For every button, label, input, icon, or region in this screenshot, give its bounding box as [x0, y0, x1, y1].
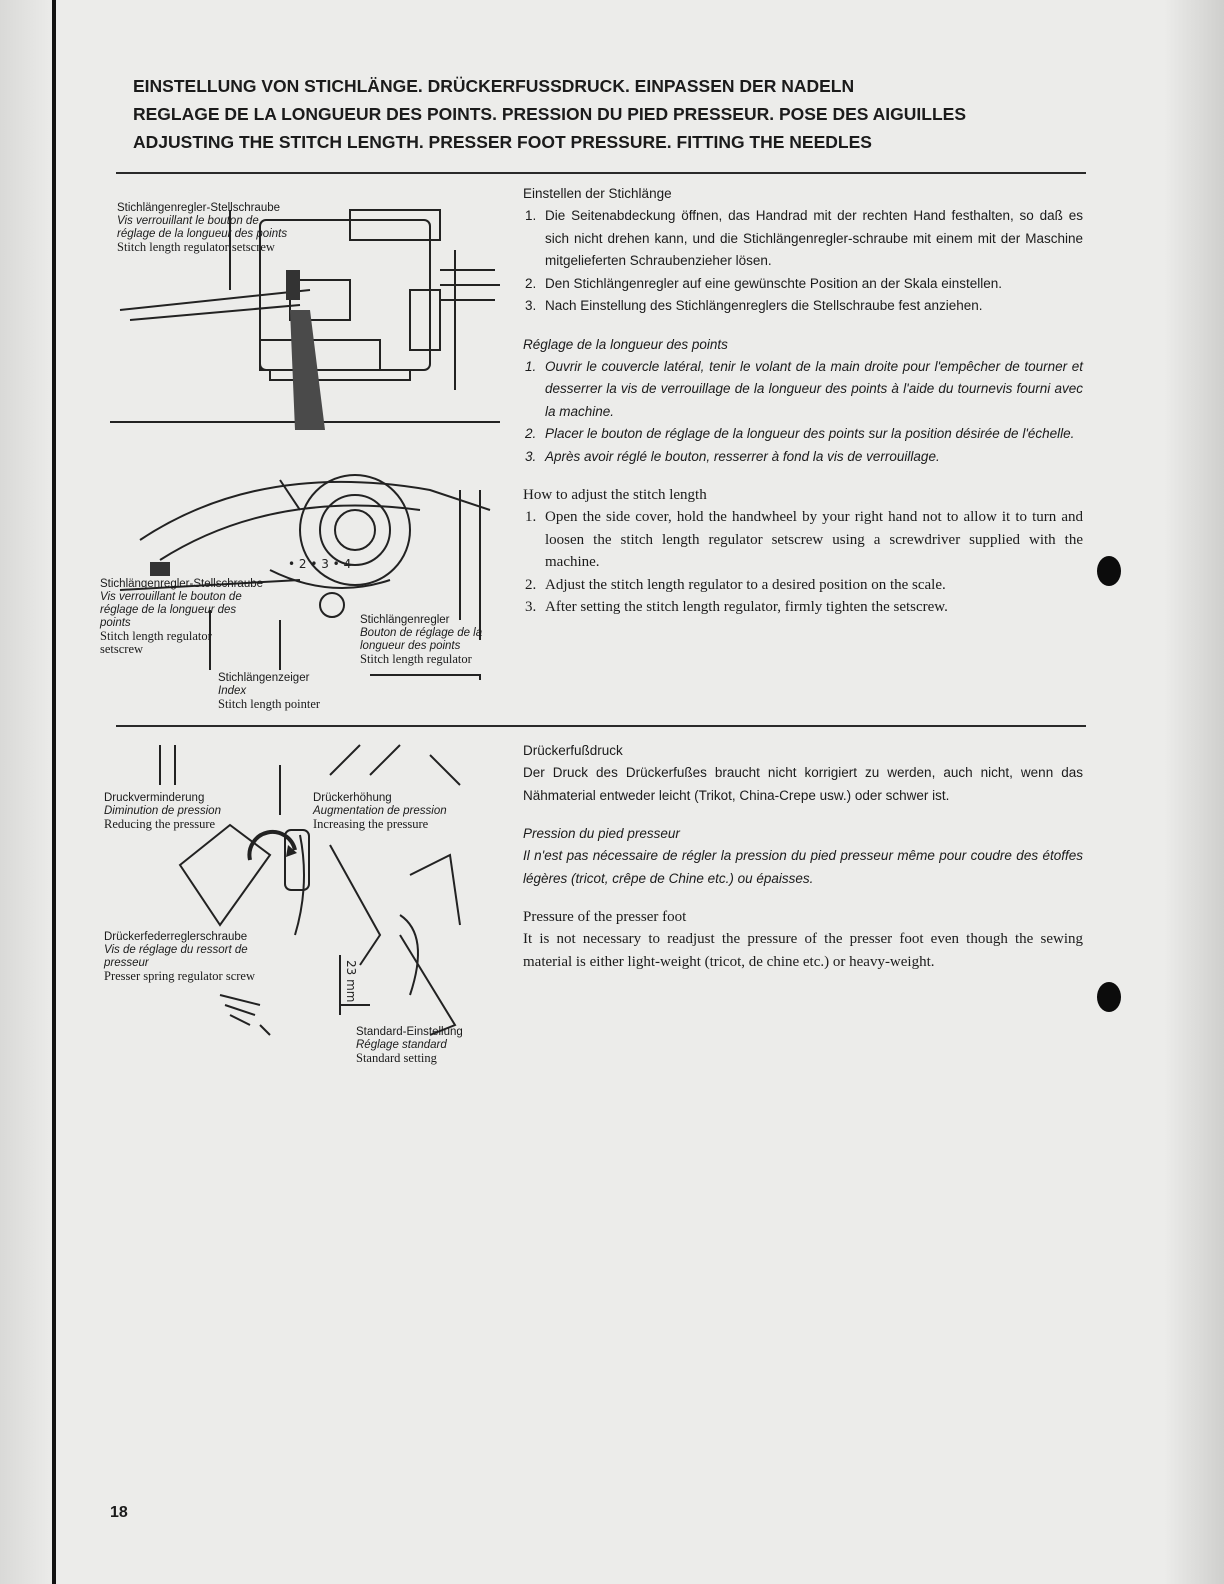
fig1-setscrew-label: Stichlängenregler-Stellschraube Vis verrouillant le bouton de réglage de la longueur des points Stitch length regulator setscrew — [117, 202, 288, 254]
list-item: 1. Die Seitenabdeckung öffnen, das Handrad mit der rechten Hand festhalten, so daß es sich nicht drehen kann, und die Stichlängenregler-schraube mit einem mit der Maschine mitgelieferten Schraubenzieher lösen. — [525, 208, 1083, 268]
fig2-pointer-label: Stichlängenzeiger Index Stitch length pointer — [218, 672, 321, 711]
stitch-de-title: Einstellen der Stichlänge — [523, 186, 672, 201]
list-item: 2. Placer le bouton de réglage de la longueur des points sur la position désirée de l'échelle. — [525, 426, 1075, 441]
list-item: 3. Après avoir réglé le bouton, resserrer à fond la vis de verrouillage. — [525, 448, 940, 464]
stitch-fr-steps — [523, 356, 1083, 469]
page-headings — [133, 72, 1093, 156]
dial-scale-marks: • 2 • 3 • 4 — [288, 557, 352, 571]
page-number: 18 — [110, 1504, 128, 1521]
stitch-en-title: How to adjust the stitch length — [523, 487, 707, 503]
list-item: 1. Open the side cover, hold the handwheel by your right hand not to allow it to turn and loosen the stitch length regulator setscrew using a screwdriver supplied with the machine. — [525, 509, 1083, 570]
fig3-screw-label: Drückerfederreglerschraube Vis de réglage du ressort de presseur Presser spring regulator screw — [104, 931, 255, 983]
stitch-length-text — [523, 183, 1083, 619]
heading-en: ADJUSTING THE STITCH LENGTH. PRESSER FOOT PRESSURE. FITTING THE NEEDLES — [133, 132, 872, 152]
presser-en-text: It is not necessary to readjust the pressure of the presser foot even though the sewing material is either light-weight (tricot, de chine etc.) or heavy-weight. — [523, 931, 1083, 970]
figure-presser-pressure-illustration — [100, 735, 500, 1075]
list-item: 1. Ouvrir le couvercle latéral, tenir le volant de la main droite pour l'empêcher de tourner et desserrer la vis de verrouillage de la longueur des points à l'aide du tournevis fourni avec la machine. — [525, 358, 1083, 419]
list-item: 2. Adjust the stitch length regulator to a desired position on the scale. — [525, 576, 946, 593]
dimension-23mm: 23 mm — [344, 960, 358, 1003]
presser-fr-text: Il n'est pas nécessaire de régler la pression du pied presseur même pour coudre des étoffes légères (tricot, crêpe de Chine etc.) ou épaisses. — [523, 848, 1083, 886]
presser-de-title: Drückerfußdruck — [523, 743, 623, 758]
heading-de: EINSTELLUNG VON STICHLÄNGE. DRÜCKERFUSSDRUCK. EINPASSEN DER NADELN — [133, 76, 855, 96]
scan-shadow-right — [1164, 0, 1224, 1584]
section-rule — [116, 725, 1086, 727]
presser-en-title: Pressure of the presser foot — [523, 909, 687, 925]
list-item: 3. After setting the stitch length regulator, firmly tighten the setscrew. — [525, 599, 948, 615]
heading-rule — [116, 172, 1086, 174]
binder-hole-2 — [1097, 982, 1121, 1012]
fig3-reduce-label: Druckverminderung Diminution de pression Reducing the pressure — [104, 792, 221, 831]
scan-shadow-left — [0, 0, 55, 1584]
stitch-fr-title: Réglage de la longueur des points — [523, 336, 728, 352]
heading-fr: REGLAGE DE LA LONGUEUR DES POINTS. PRESSION DU PIED PRESSEUR. POSE DES AIGUILLES — [133, 104, 966, 124]
fig3-increase-label: Drückerhöhung Augmentation de pression Increasing the pressure — [313, 792, 447, 831]
scan-edge-line — [52, 0, 56, 1584]
binder-hole-1 — [1097, 556, 1121, 586]
presser-text — [523, 740, 1083, 973]
fig2-setscrew-label: Stichlängenregler-Stellschraube Vis verrouillant le bouton de réglage de la longueur des points Stitch length regulator setscrew — [100, 578, 264, 656]
fig3-standard-label: Standard-Einstellung Réglage standard Standard setting — [356, 1026, 463, 1065]
list-item: 3. Nach Einstellung des Stichlängenreglers die Stellschraube fest anziehen. — [525, 298, 983, 313]
presser-de-text: Der Druck des Drückerfußes braucht nicht korrigiert zu werden, auch nicht, wenn das Nähmaterial entweder leicht (Trikot, China-Crepe usw.) oder schwer ist. — [523, 765, 1083, 803]
presser-fr-title: Pression du pied presseur — [523, 826, 680, 841]
list-item: 2. Den Stichlängenregler auf eine gewünschte Position an der Skala einstellen. — [525, 275, 1003, 291]
stitch-en-steps — [523, 506, 1083, 619]
fig2-regulator-label: Stichlängenregler Bouton de réglage de la longueur des points Stitch length regulator — [360, 614, 483, 666]
stitch-de-steps — [523, 205, 1083, 318]
